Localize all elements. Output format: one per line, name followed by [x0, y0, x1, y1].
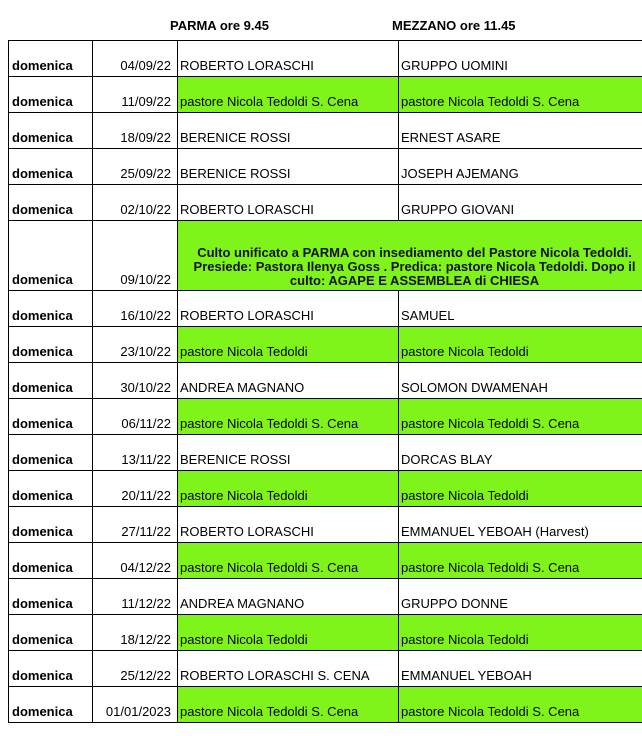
parma-preacher-cell: ANDREA MAGNANO [178, 579, 399, 615]
mezzano-preacher-cell: pastore Nicola Tedoldi S. Cena [399, 687, 642, 723]
mezzano-preacher-cell: SAMUEL [399, 291, 642, 327]
day-cell: domenica [9, 185, 93, 221]
schedule-row [9, 615, 642, 651]
parma-preacher-cell: ROBERTO LORASCHI [178, 291, 399, 327]
day-cell: domenica [9, 651, 93, 687]
day-cell: domenica [9, 221, 93, 291]
schedule-row [9, 185, 642, 221]
mezzano-preacher-cell: pastore Nicola Tedoldi [399, 471, 642, 507]
parma-preacher-cell: ROBERTO LORASCHI [178, 507, 399, 543]
mezzano-preacher-cell: JOSEPH AJEMANG [399, 149, 642, 185]
date-cell: 02/10/22 [93, 185, 178, 221]
day-cell: domenica [9, 327, 93, 363]
parma-preacher-cell: BERENICE ROSSI [178, 149, 399, 185]
schedule-row [9, 579, 642, 615]
day-cell: domenica [9, 41, 93, 77]
day-cell: domenica [9, 77, 93, 113]
date-cell: 01/01/2023 [93, 687, 178, 723]
mezzano-preacher-cell: SOLOMON DWAMENAH [399, 363, 642, 399]
mezzano-preacher-cell: GRUPPO GIOVANI [399, 185, 642, 221]
schedule-row [9, 399, 642, 435]
schedule-row [9, 687, 642, 723]
parma-preacher-cell: pastore Nicola Tedoldi S. Cena [178, 543, 399, 579]
date-cell: 06/11/22 [93, 399, 178, 435]
day-cell: domenica [9, 687, 93, 723]
parma-preacher-cell: pastore Nicola Tedoldi S. Cena [178, 77, 399, 113]
schedule-body [9, 41, 642, 723]
schedule-row [9, 291, 642, 327]
day-cell: domenica [9, 615, 93, 651]
schedule-row [9, 149, 642, 185]
schedule-row [9, 507, 642, 543]
mezzano-preacher-cell: pastore Nicola Tedoldi S. Cena [399, 399, 642, 435]
parma-preacher-cell: pastore Nicola Tedoldi S. Cena [178, 399, 399, 435]
date-cell: 04/09/22 [93, 41, 178, 77]
date-cell: 20/11/22 [93, 471, 178, 507]
day-cell: domenica [9, 579, 93, 615]
mezzano-preacher-cell: DORCAS BLAY [399, 435, 642, 471]
date-cell: 13/11/22 [93, 435, 178, 471]
header-parma: PARMA ore 9.45 [170, 18, 269, 33]
parma-preacher-cell: ROBERTO LORASCHI [178, 185, 399, 221]
day-cell: domenica [9, 399, 93, 435]
schedule-row [9, 471, 642, 507]
mezzano-preacher-cell: ERNEST ASARE [399, 113, 642, 149]
date-cell: 11/09/22 [93, 77, 178, 113]
parma-preacher-cell: pastore Nicola Tedoldi [178, 615, 399, 651]
schedule-row [9, 113, 642, 149]
parma-preacher-cell: pastore Nicola Tedoldi [178, 471, 399, 507]
date-cell: 27/11/22 [93, 507, 178, 543]
schedule-row [9, 77, 642, 113]
schedule-row [9, 363, 642, 399]
mezzano-preacher-cell: GRUPPO UOMINI [399, 41, 642, 77]
schedule-row [9, 41, 642, 77]
schedule-row [9, 435, 642, 471]
day-cell: domenica [9, 471, 93, 507]
date-cell: 04/12/22 [93, 543, 178, 579]
date-cell: 16/10/22 [93, 291, 178, 327]
day-cell: domenica [9, 149, 93, 185]
parma-preacher-cell: BERENICE ROSSI [178, 113, 399, 149]
merged-note-cell: Culto unificato a PARMA con insediamento del Pastore Nicola Tedoldi. Presiede: Pastora Ilenya Goss . Predica: pastore Nicola Tedoldi. Dopo il culto: AGAPE E ASSEMBLEA di CHIESA [178, 221, 642, 291]
date-cell: 25/12/22 [93, 651, 178, 687]
parma-preacher-cell: ANDREA MAGNANO [178, 363, 399, 399]
day-cell: domenica [9, 363, 93, 399]
parma-preacher-cell: ROBERTO LORASCHI S. CENA [178, 651, 399, 687]
mezzano-preacher-cell: pastore Nicola Tedoldi S. Cena [399, 543, 642, 579]
parma-preacher-cell: pastore Nicola Tedoldi [178, 327, 399, 363]
day-cell: domenica [9, 543, 93, 579]
date-cell: 25/09/22 [93, 149, 178, 185]
day-cell: domenica [9, 291, 93, 327]
header-mezzano: MEZZANO ore 11.45 [392, 18, 516, 33]
mezzano-preacher-cell: GRUPPO DONNE [399, 579, 642, 615]
schedule-row [9, 543, 642, 579]
schedule-table [8, 40, 642, 723]
date-cell: 23/10/22 [93, 327, 178, 363]
mezzano-preacher-cell: pastore Nicola Tedoldi S. Cena [399, 77, 642, 113]
date-cell: 18/12/22 [93, 615, 178, 651]
mezzano-preacher-cell: EMMANUEL YEBOAH (Harvest) [399, 507, 642, 543]
date-cell: 09/10/22 [93, 221, 178, 291]
mezzano-preacher-cell: pastore Nicola Tedoldi [399, 615, 642, 651]
day-cell: domenica [9, 113, 93, 149]
parma-preacher-cell: BERENICE ROSSI [178, 435, 399, 471]
date-cell: 11/12/22 [93, 579, 178, 615]
schedule-row [9, 651, 642, 687]
day-cell: domenica [9, 435, 93, 471]
date-cell: 30/10/22 [93, 363, 178, 399]
mezzano-preacher-cell: EMMANUEL YEBOAH [399, 651, 642, 687]
parma-preacher-cell: ROBERTO LORASCHI [178, 41, 399, 77]
schedule-row [9, 221, 642, 291]
mezzano-preacher-cell: pastore Nicola Tedoldi [399, 327, 642, 363]
schedule-row [9, 327, 642, 363]
day-cell: domenica [9, 507, 93, 543]
date-cell: 18/09/22 [93, 113, 178, 149]
parma-preacher-cell: pastore Nicola Tedoldi S. Cena [178, 687, 399, 723]
